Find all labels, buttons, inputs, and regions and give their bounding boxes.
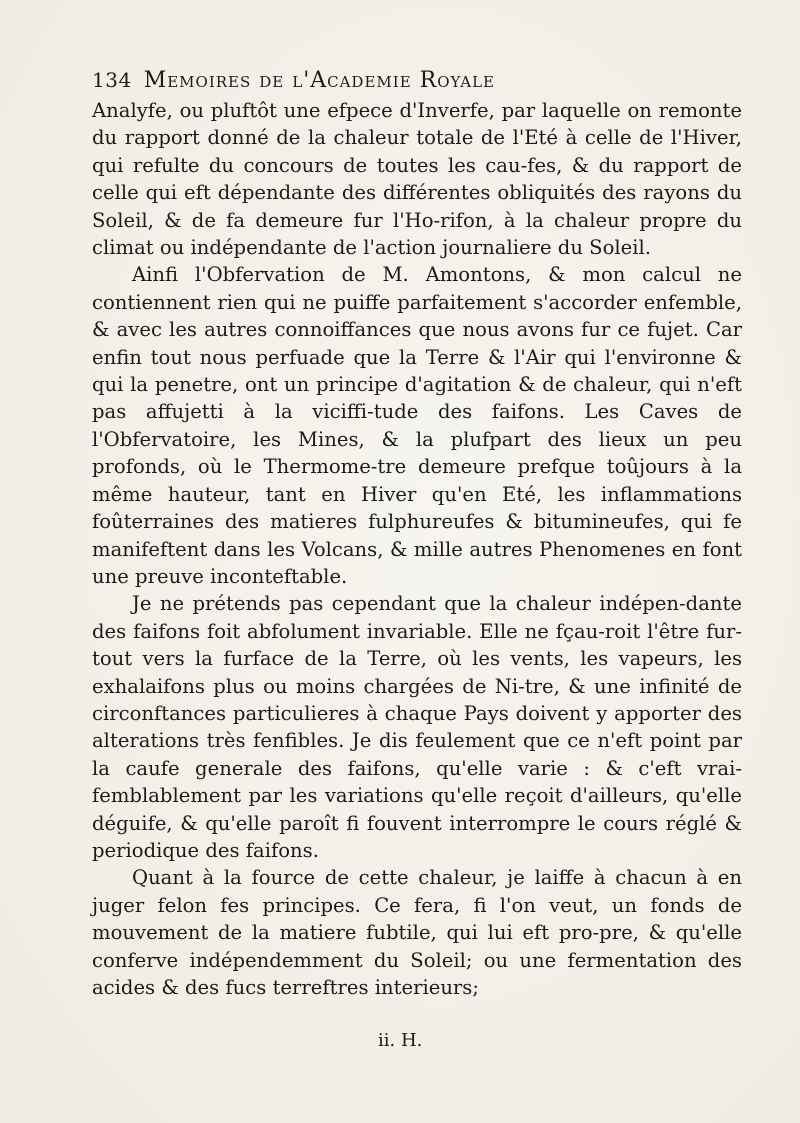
body-text	[92, 97, 742, 1001]
signature-mark: ii. H.	[378, 1030, 423, 1051]
paragraph-3: Je ne prétends pas cependant que la chaleur indépen-dante des faifons foit abfolument invariable. Elle ne fçau-roit l'être fur-tout vers la furface de la Terre, où les vents, les vapeurs, les exhalaifons plus ou moins chargées de Ni-tre, & une infinité de circonftances particulieres à chaque Pays doivent y apporter des alterations très fenfibles. Je dis feulement que ce n'eft point par la caufe generale des faifons, qu'elle varie : & c'eft vrai-femblablement par les variations qu'elle reçoit d'ailleurs, qu'elle déguife, & qu'elle paroît fi fouvent interrompre le cours réglé & periodique des faifons.	[92, 592, 742, 862]
paragraph-4: Quant à la fource de cette chaleur, je laiffe à chacun à en juger felon fes principes. Ce fera, fi l'on veut, un fonds de mouvement de la matiere fubtile, qui lui eft pro-pre, & qu'elle conferve indépendemment du Soleil; ou une fermentation des acides & des fucs terreftres interieurs;	[92, 866, 742, 999]
running-head: Memoires de l'Academie Royale	[143, 68, 495, 93]
paragraph-1: Analyfe, ou pluftôt une efpece d'Inverfe, par laquelle on remonte du rapport donné de la chaleur totale de l'Eté à celle de l'Hiver, qui refulte du concours de toutes les cau-fes, & du rapport de celle qui eft dépendante des différentes obliquités des rayons du Soleil, & de fa demeure fur l'Ho-rifon, à la chaleur propre du climat ou indépendante de l'action journaliere du Soleil.	[92, 99, 742, 260]
page-header	[92, 68, 742, 93]
page-number: 134	[92, 68, 132, 92]
paragraph-2: Ainfi l'Obfervation de M. Amontons, & mon calcul ne contiennent rien qui ne puiffe parfaitement s'accorder enfemble, & avec les autres connoiffances que nous avons fur ce fujet. Car enfin tout nous perfuade que la Terre & l'Air qui l'environne & qui la penetre, ont un principe d'agitation & de chaleur, qui n'eft pas affujetti à la viciffi-tude des faifons. Les Caves de l'Obfervatoire, les Mines, & la plufpart des lieux un peu profonds, où le Thermome-tre demeure prefque toûjours à la même hauteur, tant en Hiver qu'en Eté, les inflammations foûterraines des matieres fulphureufes & bitumineufes, qui fe manifeftent dans les Volcans, & mille autres Phenomenes en font une preuve inconteftable.	[92, 263, 742, 588]
